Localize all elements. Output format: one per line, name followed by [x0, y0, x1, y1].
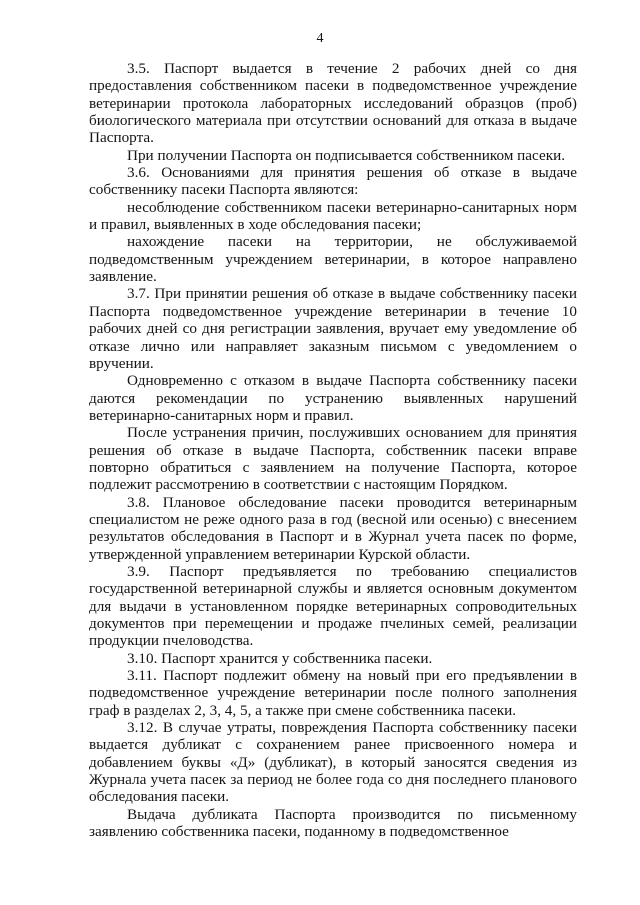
paragraph-3-12: 3.12. В случае утраты, повреждения Паспорта собственнику пасеки выдается дубликат с сохранением ранее присвоенного номера и добавлением буквы «Д» (дубликат), в который заносятся сведения из Журнала учета пасек за период не более года со дня последнего планового обследования пасеки.	[89, 719, 577, 806]
paragraph-3-9: 3.9. Паспорт предъявляется по требованию специалистов государственной ветеринарной службы и является основным документом для выдачи в установленном порядке ветеринарных сопроводительных документов при перемещении и продаже пчелиных семей, реализации продукции пчеловодства.	[89, 562, 577, 650]
paragraph-reapply: После устранения причин, послуживших основанием для принятия решения об отказе в выдаче Паспорта, собственник пасеки вправе повторно обратиться с заявлением на получение Паспорта, которое подлежит рассмотрению в соответствии с настоящим Порядком.	[89, 424, 577, 494]
paragraph-3-6: 3.6. Основаниями для принятия решения об отказе в выдаче собственнику пасеки Паспорта являются:	[89, 164, 577, 199]
paragraph-3-11: 3.11. Паспорт подлежит обмену на новый при его предъявлении в подведомственное учреждение ветеринарии после полного заполнения граф в разделах 2, 3, 4, 5, а также при смене собственника пасеки.	[89, 667, 577, 719]
paragraph-3-8: 3.8. Плановое обследование пасеки проводится ветеринарным специалистом не реже одного раза в год (весной или осенью) с внесением результатов обследования в Паспорт и в Журнал учета пасек по форме, утвержденной управлением ветеринарии Курской области.	[89, 493, 577, 563]
document-body	[89, 60, 577, 840]
paragraph-refusal-reason-2: нахождение пасеки на территории, не обслуживаемой подведомственным учреждением ветеринарии, в которое направлено заявление.	[89, 233, 577, 286]
paragraph-duplicate-issue: Выдача дубликата Паспорта производится по письменному заявлению собственника пасеки, поданному в подведомственное	[89, 805, 577, 841]
paragraph-3-10: 3.10. Паспорт хранится у собственника пасеки.	[127, 649, 433, 667]
paragraph-recommendations: Одновременно с отказом в выдаче Паспорта собственнику пасеки даются рекомендации по устранению выявленных нарушений ветеринарно-санитарных норм и правил.	[89, 372, 577, 424]
paragraph-passport-signing: При получении Паспорта он подписывается собственником пасеки.	[127, 146, 565, 164]
page-number: 4	[316, 31, 324, 46]
paragraph-refusal-reason-1: несоблюдение собственником пасеки ветеринарно-санитарных норм и правил, выявленных в ходе обследования пасеки;	[89, 198, 577, 234]
paragraph-3-7: 3.7. При принятии решения об отказе в выдаче собственнику пасеки Паспорта подведомственное учреждение ветеринарии в течение 10 рабочих дней со дня регистрации заявления, вручает ему уведомление об отказе лично или направляет заказным письмом с уведомлением о вручении.	[89, 285, 577, 372]
paragraph-3-5: 3.5. Паспорт выдается в течение 2 рабочих дней со дня предоставления собственником пасеки в подведомственное учреждение ветеринарии протокола лабораторных исследований образцов (проб) биологического материала при отсутствии оснований для отказа в выдаче Паспорта.	[89, 60, 577, 147]
